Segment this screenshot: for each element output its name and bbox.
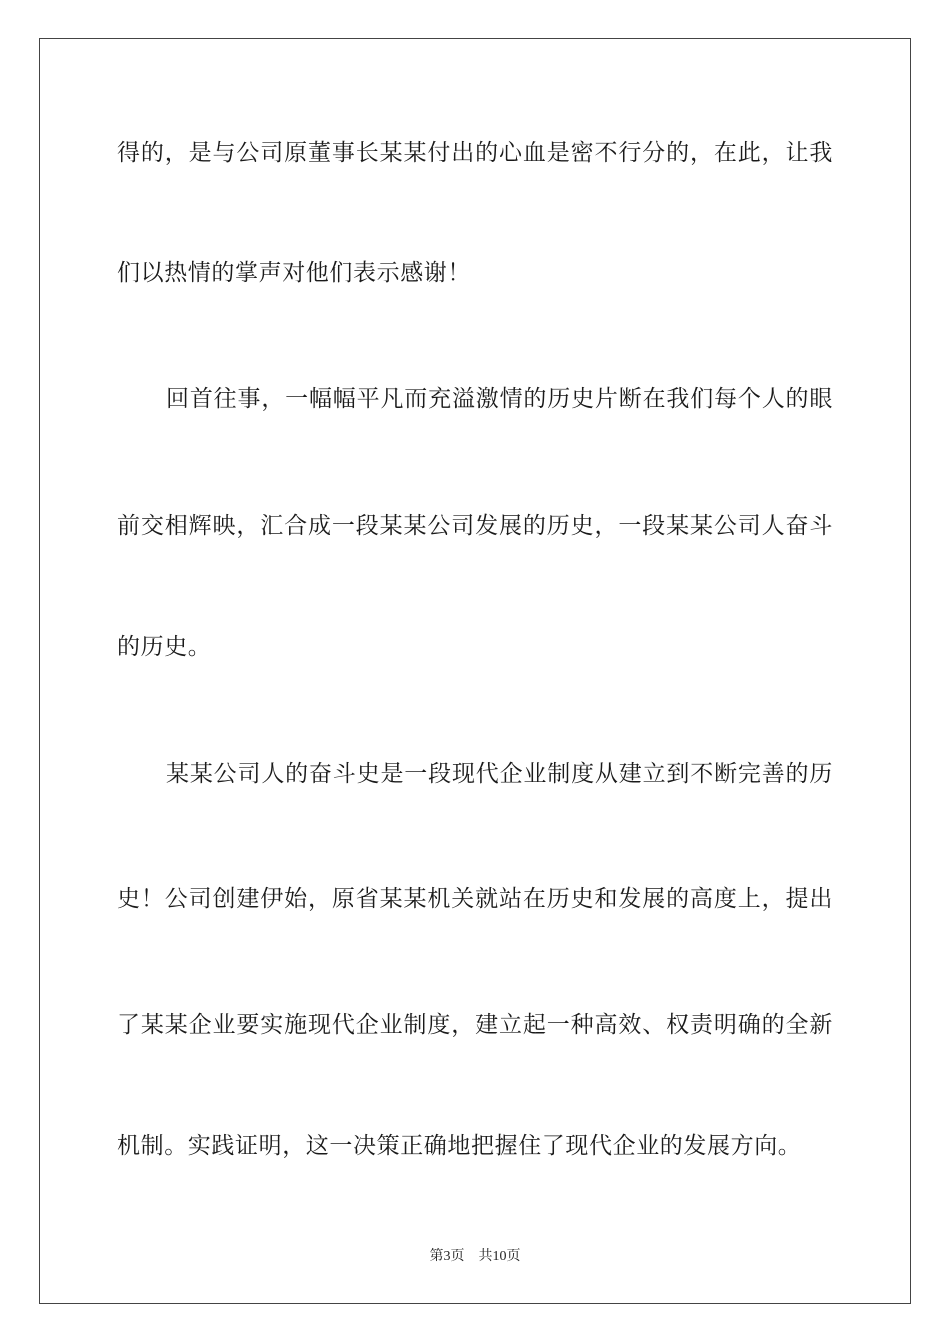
page-total: 共10页 xyxy=(478,1249,521,1264)
paragraph-line: 们以热情的掌声对他们表示感谢！ xyxy=(117,260,471,286)
paragraph-line: 了某某企业要实施现代企业制度，建立起一种高效、权责明确的全新 xyxy=(117,1012,833,1038)
paragraph-line: 前交相辉映，汇合成一段某某公司发展的历史，一段某某公司人奋斗 xyxy=(117,513,833,539)
paragraph-line: 史！公司创建伊始，原省某某机关就站在历史和发展的高度上，提出 xyxy=(117,886,833,912)
paragraph-line: 回首往事，一幅幅平凡而充溢激情的历史片断在我们每个人的眼 xyxy=(166,386,833,412)
paragraph-line: 机制。实践证明，这一决策正确地把握住了现代企业的发展方向。 xyxy=(117,1133,802,1159)
page-number: 第3页 xyxy=(429,1249,465,1264)
paragraph-line: 的历史。 xyxy=(117,634,212,660)
paragraph-line: 某某公司人的奋斗史是一段现代企业制度从建立到不断完善的历 xyxy=(166,761,833,787)
page-border xyxy=(39,38,911,1304)
paragraph-line: 得的，是与公司原董事长某某付出的心血是密不行分的，在此，让我 xyxy=(117,140,833,166)
page-footer xyxy=(0,1248,950,1266)
